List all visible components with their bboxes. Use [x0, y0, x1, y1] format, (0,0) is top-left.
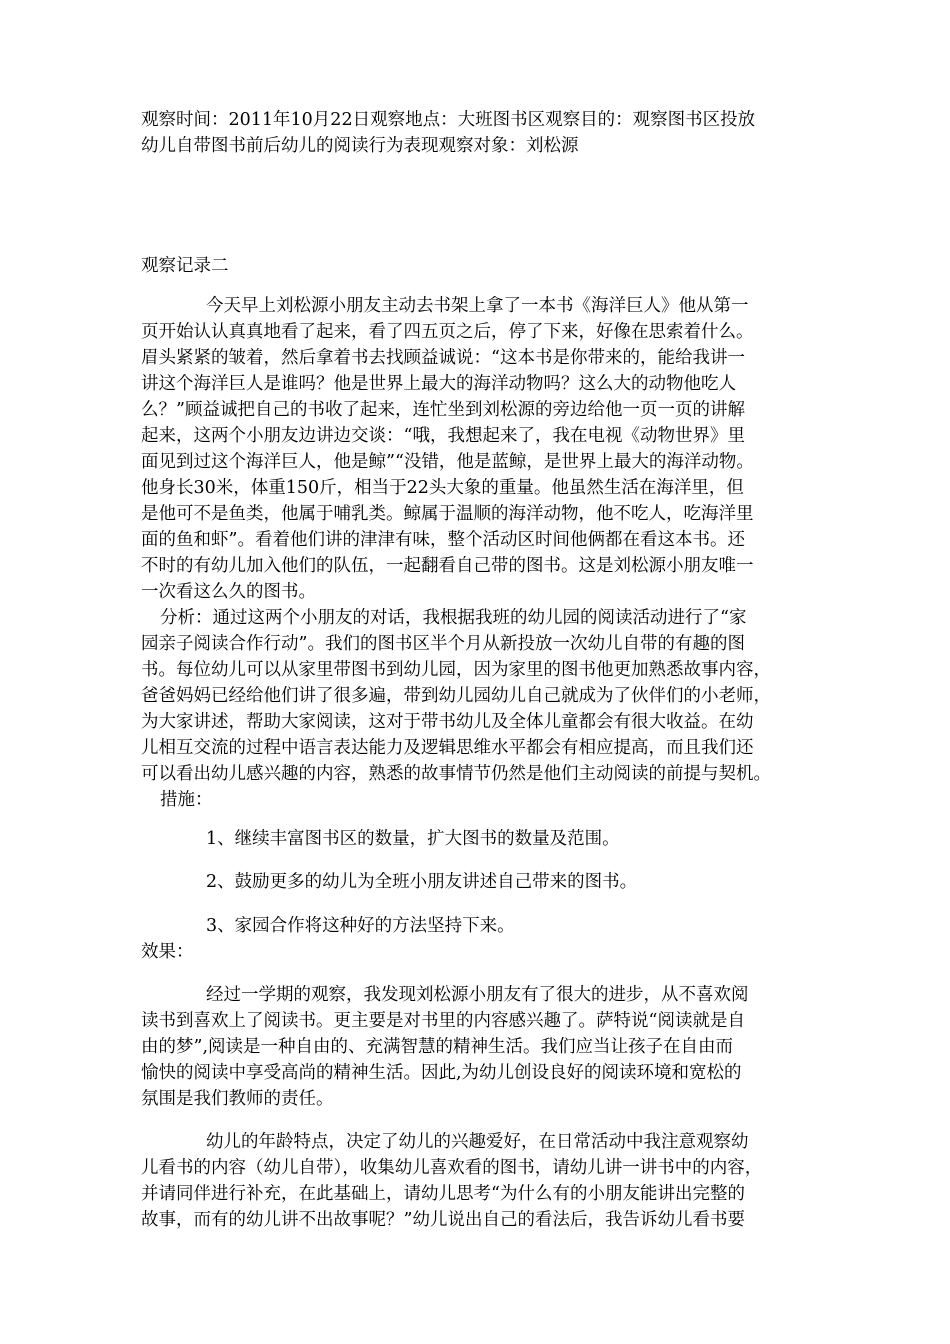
measure-item: 1、继续丰富图书区的数量，扩大图书的数量及范围。 [206, 829, 620, 849]
analysis-line: 为大家讲述，帮助大家阅读，这对于带书幼儿及全体儿童都会有很大收益。在幼 [141, 712, 754, 732]
closing-line: 幼儿的年龄特点，决定了幼儿的兴趣爱好，在日常活动中我注意观察幼 [206, 1132, 749, 1152]
analysis-line: 儿相互交流的过程中语言表达能力及逻辑思维水平都会有相应提高，而且我们还 [141, 738, 754, 758]
measures-label: 措施： [160, 790, 213, 810]
effect-line: 愉快的阅读中享受高尚的精神生活。因此,为幼儿创设良好的阅读环境和宽松的 [141, 1063, 742, 1083]
effect-line: 读书到喜欢上了阅读书。更主要是对书里的内容感兴趣了。萨特说“阅读就是自 [141, 1011, 745, 1031]
record-line: 眉头紧紧的皱着，然后拿着书去找顾益诚说：“这本书是你带来的，能给我讲一 [141, 348, 745, 368]
record-line: 讲这个海洋巨人是谁吗？他是世界上最大的海洋动物吗？这么大的动物他吃人 [141, 374, 736, 394]
effect-line: 经过一学期的观察，我发现刘松源小朋友有了很大的进步，从不喜欢阅 [206, 985, 749, 1005]
record-line: 他身长30米，体重150斤，相当于22头大象的重量。他虽然生活在海洋里，但 [141, 478, 744, 498]
record-line: 是他可不是鱼类，他属于哺乳类。鲸属于温顺的海洋动物，他不吃人，吃海洋里 [141, 504, 754, 524]
closing-line: 并请同伴进行补充，在此基础上，请幼儿思考“为什么有的小朋友能讲出完整的 [141, 1184, 745, 1204]
closing-line: 儿看书的内容（幼儿自带），收集幼儿喜欢看的图书，请幼儿讲一讲书中的内容， [141, 1158, 763, 1178]
analysis-line: 可以看出幼儿感兴趣的内容，熟悉的故事情节仍然是他们主动阅读的前提与契机。 [141, 764, 771, 784]
record-line: 起来，这两个小朋友边讲边交谈：“哦，我想起来了，我在电视《动物世界》里 [141, 426, 745, 446]
measure-item: 3、家园合作将这种好的方法坚持下来。 [206, 916, 515, 936]
record-line: 页开始认认真真地看了起来，看了四五页之后，停了下来，好像在思索着什么。 [141, 322, 754, 342]
record-line: 面的鱼和虾”。看着他们讲的津津有味，整个活动区时间他俩都在看这本书。还 [141, 530, 745, 550]
analysis-line: 爸爸妈妈已经给他们讲了很多遍，带到幼儿园幼儿自己就成为了伙伴们的小老师， [141, 686, 771, 706]
effect-line: 氛围是我们教师的责任。 [141, 1089, 334, 1109]
analysis-line: 园亲子阅读合作行动”。我们的图书区半个月从新投放一次幼儿自带的有趣的图 [141, 634, 745, 654]
header-line-2: 幼儿自带图书前后幼儿的阅读行为表现观察对象：刘松源 [141, 136, 579, 156]
record-line: 面见到过这个海洋巨人，他是鲸”“没错，他是蓝鲸，是世界上最大的海洋动物。 [141, 452, 754, 472]
section-title: 观察记录二 [141, 256, 229, 276]
analysis-line: 书。每位幼儿可以从家里带图书到幼儿园，因为家里的图书他更加熟悉故事内容， [141, 660, 771, 680]
analysis-line: 分析：通过这两个小朋友的对话，我根据我班的幼儿园的阅读活动进行了“家 [160, 608, 747, 628]
effect-label: 效果： [141, 942, 194, 962]
record-line: 一次看这么久的图书。 [141, 582, 316, 602]
record-line: 么？”顾益诚把自己的书收了起来，连忙坐到刘松源的旁边给他一页一页的讲解 [141, 400, 745, 420]
header-line-1: 观察时间：2011年10月22日观察地点：大班图书区观察目的：观察图书区投放 [141, 110, 756, 130]
effect-line: 由的梦”,阅读是一种自由的、充满智慧的精神生活。我们应当让孩子在自由而 [141, 1037, 734, 1057]
closing-line: 故事，而有的幼儿讲不出故事呢？”幼儿说出自己的看法后，我告诉幼儿看书要 [141, 1210, 745, 1230]
record-line: 不时的有幼儿加入他们的队伍，一起翻看自己带的图书。这是刘松源小朋友唯一 [141, 556, 754, 576]
record-line: 今天早上刘松源小朋友主动去书架上拿了一本书《海洋巨人》他从第一 [206, 296, 749, 316]
measure-item: 2、鼓励更多的幼儿为全班小朋友讲述自己带来的图书。 [206, 872, 638, 892]
